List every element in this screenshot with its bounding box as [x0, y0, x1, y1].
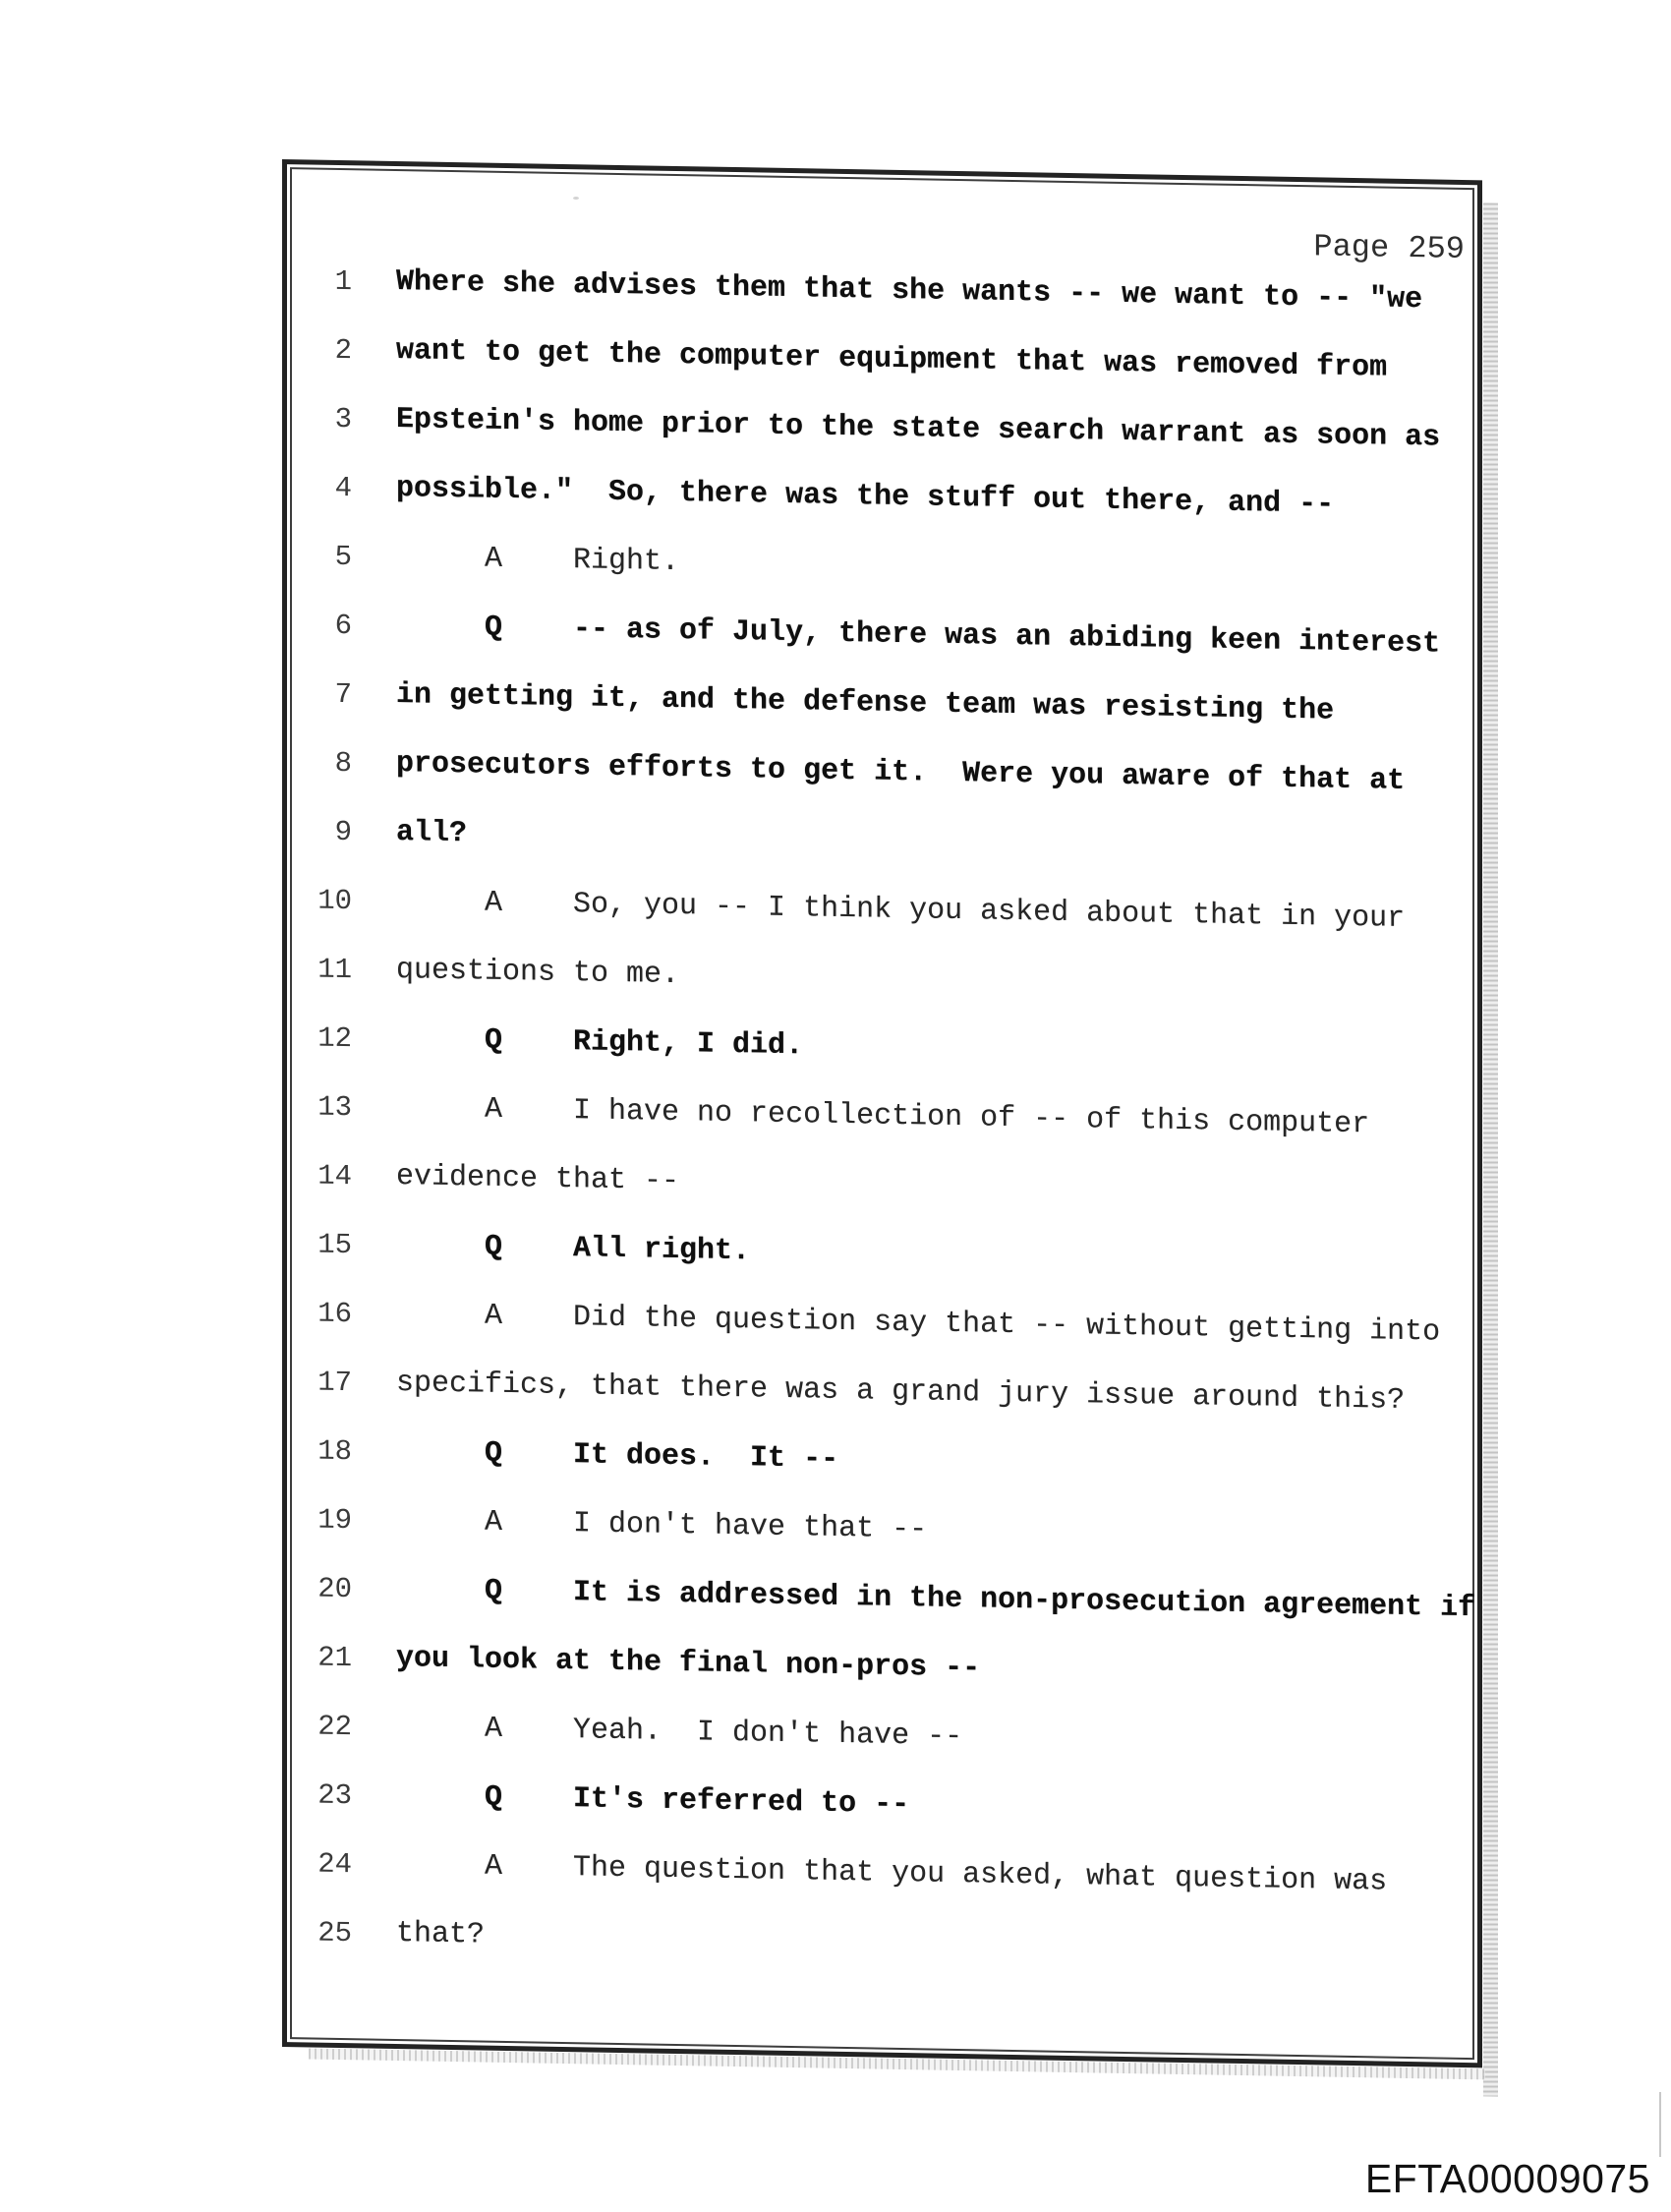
line-text: you look at the final non-pros --: [396, 1642, 981, 1686]
line-number: 24: [317, 1847, 352, 1881]
line-text: all?: [396, 816, 468, 851]
line-number: 5: [334, 540, 352, 573]
transcript-lines: [292, 246, 1476, 1987]
page-inner-border: [290, 167, 1474, 2060]
line-text: Q All right.: [396, 1229, 751, 1269]
line-text: A Yeah. I don't have --: [396, 1711, 963, 1755]
scan-artifact-line: [1659, 2092, 1661, 2157]
line-number: 9: [334, 815, 352, 848]
line-number: 4: [334, 471, 352, 504]
line-number: 23: [317, 1778, 352, 1812]
line-number: 1: [334, 264, 352, 298]
line-text: Q It's referred to --: [396, 1779, 910, 1823]
line-number: 20: [317, 1572, 352, 1605]
line-number: 18: [317, 1434, 352, 1468]
line-number: 10: [317, 884, 352, 917]
line-number: 16: [317, 1297, 352, 1330]
line-number: 8: [334, 746, 352, 780]
line-text: questions to me.: [396, 954, 680, 993]
line-text: prosecutors efforts to get it. Were you aware of that at: [396, 747, 1406, 798]
line-text: A The question that you asked, what question was: [396, 1848, 1388, 1899]
line-number: 11: [317, 953, 352, 986]
line-text: A Right.: [396, 541, 680, 580]
line-text: Q Right, I did.: [396, 1022, 804, 1064]
line-number: 15: [317, 1228, 352, 1261]
line-number: 12: [317, 1021, 352, 1055]
line-number: 7: [334, 677, 352, 711]
line-text: specifics, that there was a grand jury issue around this?: [396, 1367, 1406, 1418]
line-number: 17: [317, 1366, 352, 1399]
line-text: A I don't have that --: [396, 1504, 928, 1547]
line-text: in getting it, and the defense team was resisting the: [396, 678, 1335, 728]
scan-shadow-right: [1483, 203, 1498, 2096]
line-text: Epstein's home prior to the state search warrant as soon as: [396, 403, 1441, 455]
line-number: 6: [334, 609, 352, 642]
line-number: 3: [334, 402, 352, 436]
scan-artifact-dot: [573, 197, 579, 200]
line-text: Q -- as of July, there was an abiding keen interest: [396, 610, 1441, 662]
line-number: 14: [317, 1159, 352, 1193]
line-text: A I have no recollection of -- of this computer: [396, 1091, 1370, 1142]
line-text: A Did the question say that -- without getting into: [396, 1298, 1441, 1350]
line-text: evidence that --: [396, 1160, 680, 1199]
line-number: 19: [317, 1503, 352, 1537]
bates-number: EFTA00009075: [1364, 2156, 1650, 2201]
line-text: want to get the computer equipment that was removed from: [396, 334, 1388, 385]
line-number: 21: [317, 1641, 352, 1674]
line-number: 2: [334, 333, 352, 367]
line-text: Q It is addressed in the non-prosecution agreement if: [396, 1573, 1476, 1626]
line-text: that?: [396, 1917, 486, 1952]
line-number: 22: [317, 1710, 352, 1743]
line-text: A So, you -- I think you asked about that in your: [396, 885, 1406, 936]
line-number: 13: [317, 1090, 352, 1124]
line-text: possible." So, there was the stuff out there, and --: [396, 472, 1335, 522]
page-number: Page 259: [1313, 228, 1465, 267]
line-text: Where she advises them that she wants -- we want to -- "we: [396, 265, 1423, 318]
line-text: Q It does. It --: [396, 1435, 839, 1477]
line-number: 25: [317, 1916, 352, 1950]
scan-page: [282, 159, 1482, 2067]
